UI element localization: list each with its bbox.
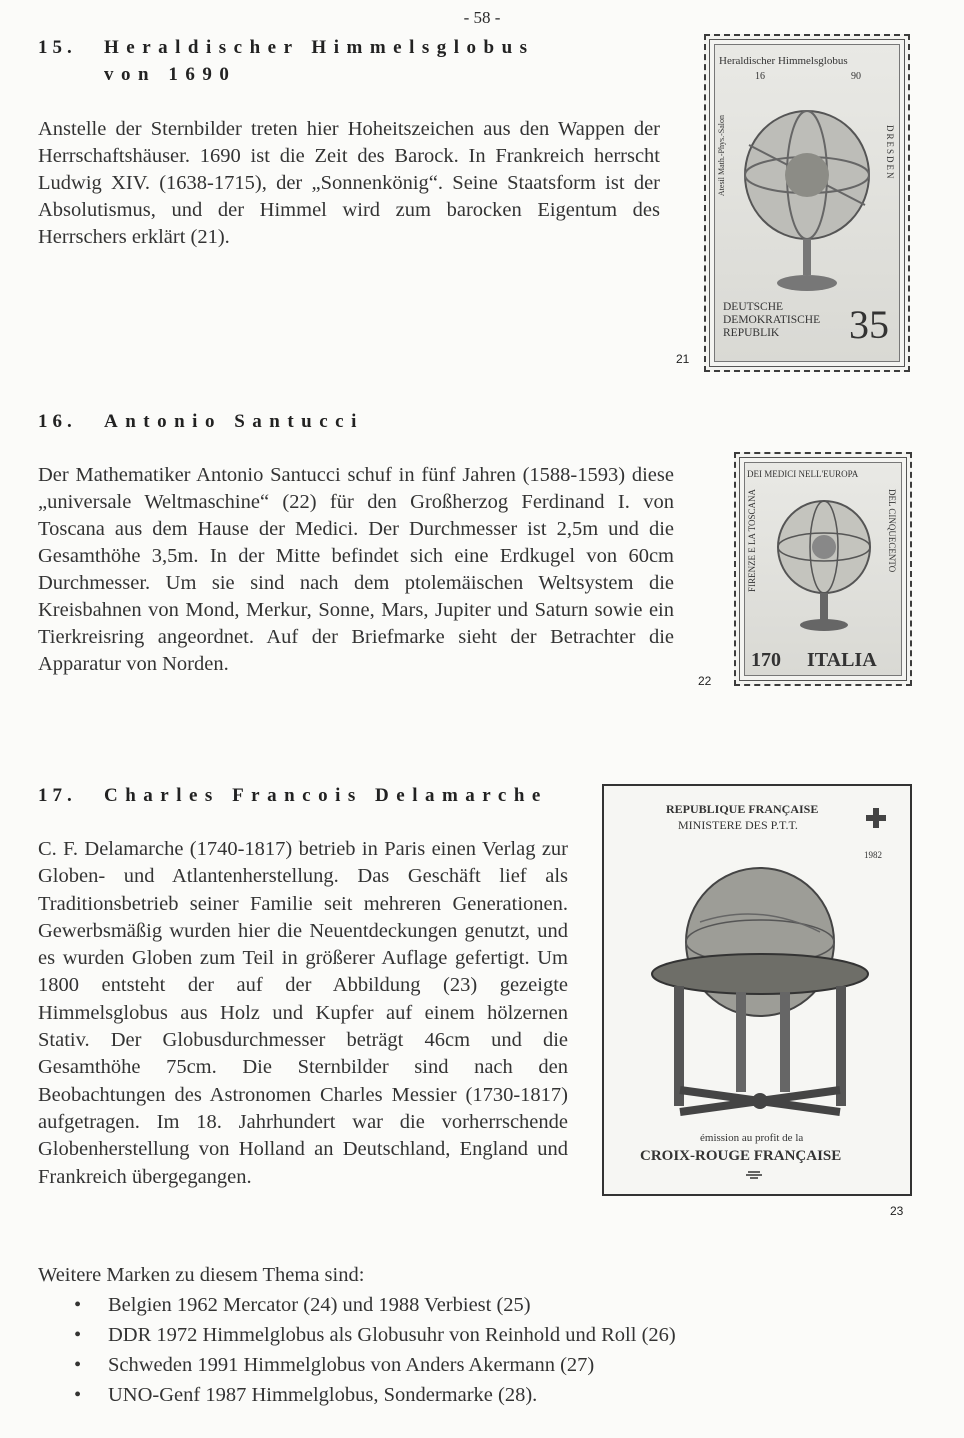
list-item: • UNO-Genf 1987 Himmelglobus, Sondermarke (28). bbox=[40, 1380, 920, 1410]
section-17-text: C. F. Delamarche (1740-1817) betrieb in Paris einen Verlag zur Globen- und Atlantenherstellung. Das Geschäft lief als Traditionsbetrieb seiner Familie seit mehreren Generationen. Gewerbsmäßig wurden hier die Neuentdeckungen genutzt, und es wurden Globen zum Teil in größerer Auflage gefertigt. Um 1800 entsteht der auf der Abbildung (23) gezeigte Himmelsglobus aus Holz und Kupfer auf einem hölzernen Stativ. Der Globusdurchmesser beträgt 46cm und die Gesamthöhe 75cm. Die Sternbilder sind nach den Beobachtungen des Astronomen Charles Messier (1730-1817) aufgetragen. Im 18. Jahrhundert war die vorherrschende Globenherstellung von Holland an Deutschland, England und Frankreich übergegangen. bbox=[38, 838, 568, 1188]
section-16-text: Der Mathematiker Antonio Santucci schuf in fünf Jahren (1588-1593) diese „universale Weltmaschine“ (22) für den Großherzog Ferdinand I. von Toscana aus dem Hause der Medici. Der Durchmesser ist 2,5m und die Gesamthöhe 3,5m. In der Mitte befindet sich eine Erdkugel von 60cm Durchmesser. Um sie sind nach dem ptolemäischen Weltsystem die Kreisbahnen von Mond, Merkur, Sonne, Mars, Jupiter und Saturn sowie ein Tierkreisring angeordnet. Auf der Briefmarke sieht der Betrachter die Apparatur von Norden. bbox=[38, 464, 674, 675]
section-15-title-line2: von 1690 bbox=[104, 64, 237, 85]
stamp-ddr-country-3: REPUBLIK bbox=[723, 327, 780, 339]
further-intro: Weitere Marken zu diesem Thema sind: bbox=[38, 1264, 365, 1286]
stamp-italia-top: DEI MEDICI NELL'EUROPA bbox=[747, 469, 859, 479]
stamp-italia-value: 170 bbox=[751, 649, 781, 671]
section-16-heading bbox=[38, 408, 658, 435]
stamp-france-line1: REPUBLIQUE FRANÇAISE bbox=[666, 802, 819, 816]
stamp-france-line2: MINISTERE DES P.T.T. bbox=[678, 818, 798, 832]
further-list bbox=[40, 1290, 920, 1410]
section-16-title-line1: Antonio Santucci bbox=[104, 411, 364, 432]
bullet-icon: • bbox=[74, 1294, 82, 1316]
stamp-italia bbox=[734, 452, 912, 686]
section-17-number: 17. bbox=[38, 785, 77, 806]
list-item: • DDR 1972 Himmelglobus als Globusuhr von Reinhold und Roll (26) bbox=[40, 1320, 920, 1350]
stamp-ddr-globus bbox=[704, 34, 910, 372]
list-item: • Schweden 1991 Himmelglobus von Anders Akermann (27) bbox=[40, 1350, 920, 1380]
stamp-ddr-title: Heraldischer Himmelsglobus bbox=[719, 55, 848, 67]
figure-22-number: 22 bbox=[698, 674, 712, 688]
list-item: • Belgien 1962 Mercator (24) und 1988 Verbiest (25) bbox=[40, 1290, 920, 1320]
bullet-icon: • bbox=[74, 1354, 82, 1376]
stamp-ddr-frame bbox=[714, 44, 900, 362]
stamp-ddr-side-right: DRESDEN bbox=[885, 125, 895, 181]
stamp-ddr-country-1: DEUTSCHE bbox=[723, 301, 784, 313]
stamp-italia-armillary-illustration bbox=[765, 485, 883, 633]
section-15-title-line1: Heraldischer Himmelsglobus bbox=[104, 37, 535, 58]
stamp-ddr-globe-illustration bbox=[729, 85, 885, 305]
stamp-france-year: 1982 bbox=[864, 850, 882, 860]
section-15-text: Anstelle der Sternbilder treten hier Hoheitszeichen aus den Wappen der Herrschaftshäuser. 1690 ist die Zeit des Barock. In Frankreich herrscht Ludwig XIV. (1638-1715), der „Sonnenkönig“. Seine Staatsform ist der Absolutismus, und der Himmel wird zum barocken Eigentum des Herrschers erklärt (21). bbox=[38, 118, 660, 248]
stamp-france-globe-illustration bbox=[640, 862, 880, 1132]
stamp-france-bottom-big: CROIX-ROUGE FRANÇAISE bbox=[640, 1148, 842, 1164]
section-15-number: 15. bbox=[38, 37, 77, 58]
section-15-heading bbox=[38, 34, 658, 88]
section-16-number: 16. bbox=[38, 411, 77, 432]
stamp-ddr-year-right: 90 bbox=[851, 71, 861, 82]
stamp-italia-left: FIRENZE E LA TOSCANA bbox=[747, 489, 757, 592]
bullet-icon: • bbox=[74, 1324, 82, 1346]
stamp-ddr-side-left: Atesil Math.-Phys.-Salon bbox=[717, 115, 726, 197]
post-horn-icon bbox=[744, 1170, 764, 1180]
stamp-ddr-year-left: 16 bbox=[755, 71, 765, 82]
stamp-france-croix-rouge bbox=[602, 784, 912, 1196]
stamp-ddr-value: 35 bbox=[849, 302, 889, 347]
stamp-ddr-country-2: DEMOKRATISCHE bbox=[723, 314, 821, 326]
stamp-france-bottom-small: émission au profit de la bbox=[700, 1132, 804, 1144]
page-number: - 58 - bbox=[463, 8, 501, 27]
figure-23-number: 23 bbox=[890, 1204, 904, 1218]
stamp-italia-country: ITALIA bbox=[807, 649, 877, 671]
figure-21-number: 21 bbox=[676, 352, 690, 366]
section-17-title-line1: Charles Francois Delamarche bbox=[104, 785, 548, 806]
section-17-heading bbox=[38, 782, 598, 809]
stamp-italia-frame bbox=[744, 462, 902, 676]
red-cross-icon bbox=[866, 808, 886, 828]
stamp-italia-right: DEL CINQUECENTO bbox=[887, 489, 897, 573]
bullet-icon: • bbox=[74, 1384, 82, 1406]
